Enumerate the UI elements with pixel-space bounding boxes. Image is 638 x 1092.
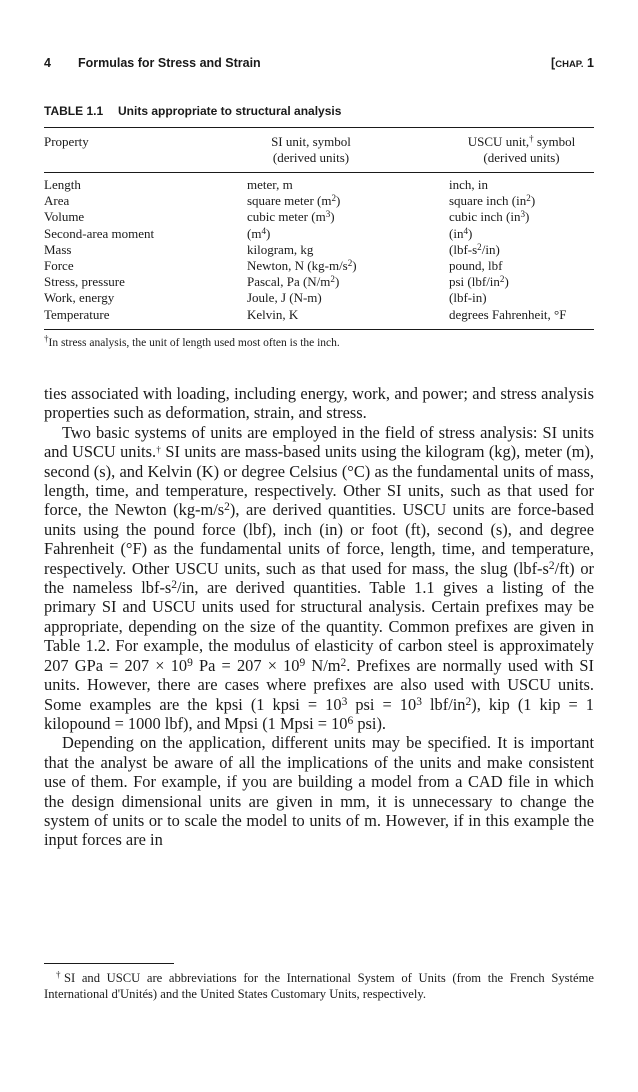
running-title: Formulas for Stress and Strain — [78, 56, 261, 70]
header-uscu: USCU unit,† symbol (derived units) — [467, 133, 576, 165]
cell-si: cubic meter $(m^3)$ — [247, 209, 335, 225]
cell-si: Kelvin, K — [247, 306, 299, 322]
table-footnote: †In stress analysis, the unit of length used most often is the inch. — [44, 333, 340, 349]
table-row — [44, 258, 594, 274]
table-row — [44, 274, 594, 290]
cell-property: Force — [44, 257, 74, 273]
cell-si: Newton, N $(kg-m/s^2)$ — [247, 257, 357, 273]
cell-property: Length — [44, 177, 81, 192]
cell-si: square meter $(m^2)$ — [247, 193, 341, 209]
cell-si: meter, m — [247, 177, 293, 192]
running-header — [44, 56, 594, 74]
page-number: 4 — [44, 56, 51, 70]
table-row — [44, 177, 594, 193]
cell-uscu: degrees Fahrenheit, °F — [449, 306, 567, 322]
footnote-rule — [44, 963, 174, 964]
cell-property: Volume — [44, 209, 85, 225]
cell-uscu: $(in^4)$ — [449, 225, 473, 241]
cell-property: Mass — [44, 241, 72, 257]
table-header — [44, 133, 594, 167]
paragraph-3: Depending on the application, different units may be specified. It is important that the analyst be aware of all the implications of the units and make consistent use of them. For example, if you are building a model from a CAD file in which the design dimensional units are given in mm, it is unnecessary to change the system of units or to scale the model to units of m. However, if in this example the input forces are in — [44, 733, 594, 850]
table-row — [44, 226, 594, 242]
cell-uscu: inch, in — [449, 177, 488, 192]
header-property: Property — [44, 134, 89, 149]
cell-uscu: psi $(lbf/in^2)$ — [449, 274, 509, 290]
table-row — [44, 193, 594, 209]
cell-si: $(m^4)$ — [247, 225, 271, 241]
cell-si: kilogram, kg — [247, 241, 314, 257]
cell-uscu: $(lbf-s^2/in)$ — [449, 241, 500, 257]
paragraph-2: Two basic systems of units are employed in the field of stress analysis: SI units and USCU units.† SI units are mass-based units using the kilogram (kg), meter (m), second (s), and Kelvin (K) or degree Celsius (°C) as the fundamental units of mass, length, time, and temperature, respectively. Other SI units, such as that used for force, the Newton $(kg-m/s^2)$, are derived quantities. USCU units are force-based units using the pound force (lbf), inch (in) or foot (ft), second (s), and degree Fahrenheit (°F) as the fundamental units of force, length, time, and temperature, respectively. Other USCU units, such as that used for mass, the slug $(lbf-s^2/ft)$ or the nameless lbf-$s^2/in$, are derived quantities. Table 1.1 gives a listing of the primary SI and USCU units used for structural analysis. Certain prefixes may be appropriate, depending on the size of the quantity. Common prefixes are given in Table 1.2. For example, the modulus of elasticity of carbon steel is approximately 207 GPa = $207 \times 10^9$ $Pa = 207 \times 10^9$ $N/m^2$. Prefixes are normally used with SI units. However, there are cases where prefixes are also used with USCU units. Some examples are the kpsi (1 kpsi = $10^3$ psi = $10^3$ lbf/$in^2$), kip (1 kip = 1 kilopound = 1000 lbf), and Mpsi (1 Mpsi = $10^6$ psi). — [44, 422, 595, 733]
cell-uscu: pound, lbf — [449, 257, 503, 273]
body-text — [44, 384, 594, 850]
chapter-label: [CHAP. 1 — [551, 56, 594, 70]
cell-si: Joule, J (N-m) — [247, 290, 322, 306]
table-top-rule — [44, 127, 594, 128]
cell-si: Pascal, Pa $(N/m^2)$ — [247, 274, 340, 290]
table-row — [44, 307, 594, 323]
cell-property: Temperature — [44, 306, 110, 322]
table-number: TABLE 1.1 — [44, 104, 104, 118]
table-row — [44, 242, 594, 258]
table-title: Units appropriate to structural analysis — [118, 104, 342, 118]
header-si: SI unit, symbol (derived units) — [271, 134, 351, 165]
cell-uscu: cubic inch $(in^3)$ — [449, 209, 530, 225]
page-footnote: †SI and USCU are abbreviations for the International System of Units (from the French Systéme International d'Unités) and the United States Customary Units, respectively. — [44, 969, 594, 1001]
table-body — [44, 177, 594, 323]
cell-property: Work, energy — [44, 290, 115, 306]
cell-property: Area — [44, 193, 70, 209]
table-caption — [44, 104, 594, 118]
table-row — [44, 290, 594, 306]
table-header-rule — [44, 172, 594, 173]
cell-property: Stress, pressure — [44, 274, 125, 290]
cell-uscu: (lbf-in) — [449, 290, 487, 306]
cell-uscu: square inch $(in^2)$ — [449, 193, 536, 209]
paragraph-1: ties associated with loading, including energy, work, and power; and stress analysis properties such as deformation, strain, and stress. — [44, 384, 594, 423]
table-row — [44, 209, 594, 225]
table-bottom-rule — [44, 329, 594, 330]
cell-property: Second-area moment — [44, 225, 155, 241]
